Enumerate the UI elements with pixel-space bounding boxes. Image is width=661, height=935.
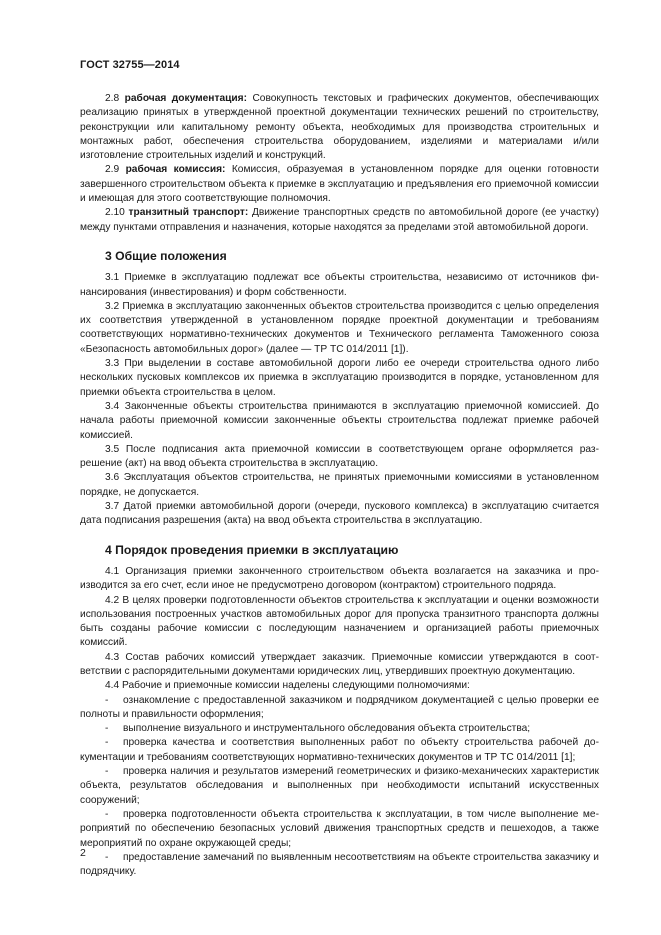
paragraph-3-7: 3.7 Датой приемки автомобильной дороги (очереди, пускового комплекса) в эксплуатацию считается дата подписания разрешения (акта) на ввод объекта строительства в эксплуатацию. (80, 501, 599, 527)
section-3-title: 3 Общие положения (105, 248, 227, 263)
definition-text: Движение транспортных средств по автомобильной дороге (ее участку) между пунктами отправления и назначения, которые находятся за пределами этой автомобильной дороги. (80, 207, 599, 233)
paragraph-4-3: 4.3 Состав рабочих комиссий утверждает заказчик. Приемочные комиссии утверждаются в соответствии с распорядительными документами юридических лиц, утвердивших проектную документацию. (80, 651, 599, 677)
list-item (80, 808, 599, 851)
paragraph-3-5: 3.5 После подписания акта приемочной комиссии в соответствующем органе оформляется разрешение (акт) на ввод объекта строительства в эксплуатацию. (80, 443, 599, 470)
document-header: ГОСТ 32755—2014 (80, 59, 180, 71)
definition-2-8 (80, 92, 599, 163)
definition-text: Комиссия, образуемая в установленном порядке для оценки готовности завершенного строительством объекта к приемке в эксплуатацию и предъявления его приемочной комиссии и имеющая для этого соответствующие полномочия. (80, 164, 599, 205)
definition-term: рабочая документация: (124, 93, 247, 104)
paragraph-3-1: 3.1 Приемке в эксплуатацию подлежат все объекты строительства, независимо от источников финансирования (инвестирования) и форм собственности. (80, 272, 599, 298)
definition-text: Совокупность текстовых и графических документов, обеспечивающих реализацию принятых в утвержденной проектной документации технических решений по строительству, реконструкции или капитальному ремонту объекта, необходимых для производства строительных и монтажных работ, обеспечения строительства оборудованием, изделиями и материалами и/или изготовление строительных изделий и конструкций. (80, 93, 599, 162)
bullet-marker: - (105, 808, 109, 820)
section-4-title: 4 Порядок проведения приемки в эксплуатацию (105, 542, 399, 557)
list-item (80, 851, 599, 880)
list-item (80, 694, 599, 723)
list-item-text: выполнение визуального и инструментального обследования объекта строительства; (123, 723, 531, 735)
list-item (80, 736, 599, 765)
bullet-marker: - (105, 766, 109, 778)
definition-number: 2.10 (105, 207, 125, 219)
bullet-marker: - (105, 737, 109, 749)
paragraph-4-4: 4.4 Рабочие и приемочные комиссии наделены следующими полномочиями: (105, 680, 470, 692)
document-body (80, 92, 599, 879)
bullet-marker: - (105, 723, 109, 735)
list-item-text: проверка наличия и результатов измерений геометрических и физико-механических характеристик объекта, результатов обследования и выполненных при необходимости испытаний искусственных сооружений; (80, 766, 599, 806)
paragraph-3-4: 3.4 Законченные объекты строительства принимаются в эксплуатацию приемочной комиссией. До начала работы приемочной комиссии законченные объекты строительства подлежат приемке рабочей комиссией. (80, 400, 599, 441)
bullet-marker: - (105, 851, 109, 863)
list-item (80, 722, 599, 736)
page-number: 2 (80, 847, 86, 859)
definition-2-9 (80, 163, 599, 206)
list-item-text: проверка качества и соответствия выполненных работ по объекту строительства рабочей документации и требованиям соответствующих нормативно-технических документов и ТР ТС 014/2011 [1]; (80, 737, 599, 763)
bullet-marker: - (105, 694, 109, 706)
paragraph-3-2: 3.2 Приемка в эксплуатацию законченных объектов строительства производится с целью определения их соответствия утвержденной в установленном порядке проектной документации и требованиям соответствующих нормативно-технических документов и Технического регламента Таможенного союза «Безопасность автомобильных дорог» (далее — ТР ТС 014/2011 [1]). (80, 300, 599, 355)
paragraph-4-1: 4.1 Организация приемки законченного строительством объекта возлагается на заказчика и производится за его счет, если иное не предусмотрено договором (контрактом) строительного подряда. (80, 565, 599, 592)
definition-number: 2.8 (105, 93, 120, 104)
list-item-text: проверка подготовленности объекта строительства к эксплуатации, в том числе выполнение мероприятий по обеспечению безопасных условий движения транспортных средств и пешеходов, а также мероприятий по охране окружающей среды; (80, 808, 599, 849)
definition-term: транзитный транспорт: (128, 207, 249, 219)
definition-term: рабочая комиссия: (125, 164, 226, 176)
definition-2-10 (80, 206, 599, 235)
list-item (80, 765, 599, 808)
paragraph-3-3: 3.3 При выделении в составе автомобильной дороги либо ее очереди строительства одного либо нескольких пусковых комплексов их приемка в эксплуатацию производится в порядке, установленном для приемки объекта строительства в целом. (80, 358, 599, 398)
definition-number: 2.9 (105, 164, 120, 176)
list-item-text: ознакомление с предоставленной заказчиком и подрядчиком документацией с целью проверки ее полноты и правильности оформления; (80, 694, 599, 720)
paragraph-4-2: 4.2 В целях проверки подготовленности объектов строительства к эксплуатации и оценки возможности использования построенных участков автомобильных дорог для пропуска транзитного транспорта должны быть созданы рабочие комиссии с последующим назначением и организацией работы приемочных комиссий. (80, 594, 599, 649)
paragraph-3-6: 3.6 Эксплуатация объектов строительства, не принятых приемочными комиссиями в установленном порядке, не допускается. (80, 472, 599, 498)
list-item-text: предоставление замечаний по выявленным несоответствиям на объекте строительства заказчику и подрядчику. (80, 851, 599, 878)
